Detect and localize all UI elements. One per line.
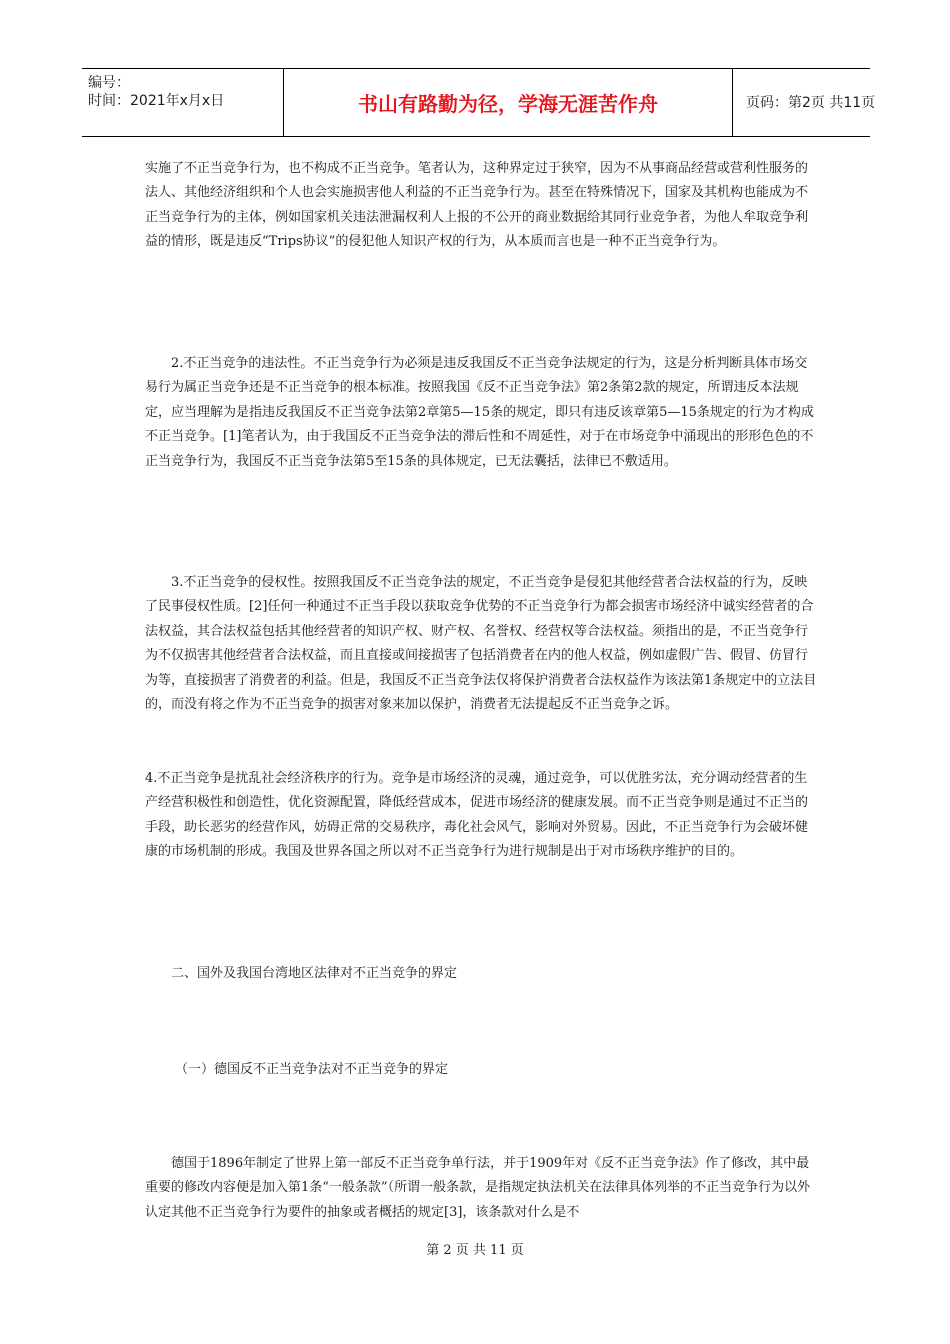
page-footer: 第 2 页 共 11 页 xyxy=(426,1243,524,1258)
page-header xyxy=(82,68,876,137)
paragraph-illegality: 2.不正当竞争的违法性。不正当竞争行为必须是违反我国反不正当竞争法规定的行为，这是分析判断具体市场交易行为属正当竞争还是不正当竞争的根本标准。按照我国《反不正当竞争法》第2条第2款的规定，所谓违反本法规定，应当理解为是指违反我国反不正当竞争法第2章第5—15条的规定，即只有违反该章第5—15条规定的行为才构成不正当竞争。[1]笔者认为，由于我国反不正当竞争法的滞后性和不周延性，对于在市场竞争中涌现出的形形色色的不正当竞争行为，我国反不正当竞争法第5至15条的具体规定，已无法囊括，法律已不敷适用。 xyxy=(145,356,814,469)
document-date-label: 时间：2021年x月x日 xyxy=(88,93,225,109)
header-motto: 书山有路勤为径，学海无涯苦作舟 xyxy=(358,92,658,116)
subsection-heading: （一）德国反不正当竞争法对不正当竞争的界定 xyxy=(175,1062,449,1077)
header-page-info: 页码：第2页 共11页 xyxy=(746,95,876,111)
paragraph-germany: 德国于1896年制定了世界上第一部反不正当竞争单行法，并于1909年对《反不正当竞争法》作了修改，其中最重要的修改内容便是加入第1条“一般条款”（所谓一般条款，是指规定执法机关在法律具体列举的不正当竞争行为以外认定其他不正当竞争行为要件的抽象或者概括的规定[3]，该条款对什么是不 xyxy=(145,1156,811,1220)
section-heading: 二、国外及我国台湾地区法律对不正当竞争的界定 xyxy=(171,966,458,981)
paragraph-continuation: 实施了不正当竞争行为，也不构成不正当竞争。笔者认为，这种界定过于狭窄，因为不从事商品经营或营利性服务的法人、其他经济组织和个人也会实施损害他人利益的不正当竞争行为。甚至在特殊情况下，国家及其机构也能成为不正当竞争行为的主体，例如国家机关违法泄漏权利人上报的不公开的商业数据给其同行业竞争者，为他人牟取竞争利益的情形，既是违反“Trips协议”的侵犯他人知识产权的行为，从本质而言也是一种不正当竞争行为。 xyxy=(145,161,809,250)
paragraph-market-order: 4.不正当竞争是扰乱社会经济秩序的行为。竞争是市场经济的灵魂，通过竞争，可以优胜劣汰，充分调动经营者的生产经营积极性和创造性，优化资源配置，降低经营成本，促进市场经济的健康发展。而不正当竞争则是通过不正当的手段，助长恶劣的经营作风，妨碍正常的交易秩序，毒化社会风气，影响对外贸易。因此，不正当竞争行为会破坏健康的市场机制的形成。我国及世界各国之所以对不正当竞争行为进行规制是出于对市场秩序维护的目的。 xyxy=(145,771,809,860)
paragraph-infringement: 3.不正当竞争的侵权性。按照我国反不正当竞争法的规定，不正当竞争是侵犯其他经营者合法权益的行为，反映了民事侵权性质。[2]任何一种通过不正当手段以获取竞争优势的不正当竞争行为都会损害市场经济中诚实经营者的合法权益，其合法权益包括其他经营者的知识产权、财产权、名誉权、经营权等合法权益。须指出的是，不正当竞争行为不仅损害其他经营者合法权益，而且直接或间接损害了包括消费者在内的他人权益，例如虚假广告、假冒、仿冒行为等，直接损害了消费者的利益。但是，我国反不正当竞争法仅将保护消费者合法权益作为该法第1条规定中的立法目的，而没有将之作为不正当竞争的损害对象来加以保护，消费者无法提起反不正当竞争之诉。 xyxy=(145,575,817,713)
header-motto-cell xyxy=(283,69,733,136)
document-number-label: 编号： xyxy=(88,75,130,91)
header-meta-cell xyxy=(82,69,282,136)
header-page-cell xyxy=(732,69,876,136)
